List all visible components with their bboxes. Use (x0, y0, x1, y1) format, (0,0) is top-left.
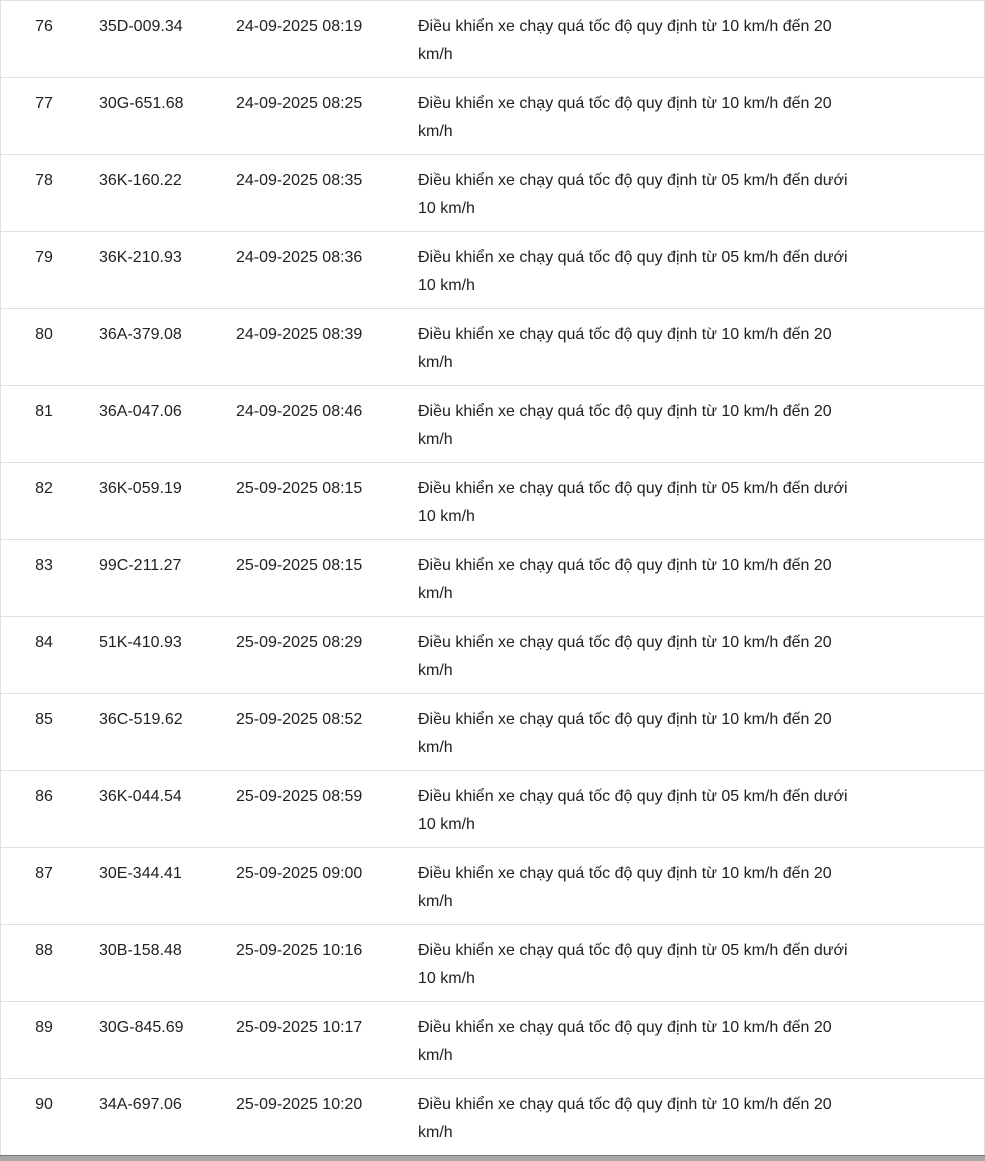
violation-description-line1: Điều khiển xe chạy quá tốc độ quy định từ 05 km/h đến dưới (418, 942, 848, 959)
table-row (1, 385, 984, 462)
row-number: 87 (1, 847, 87, 924)
violation-description (406, 0, 984, 77)
license-plate: 30E-344.41 (87, 847, 224, 924)
violation-description-line1: Điều khiển xe chạy quá tốc độ quy định từ 05 km/h đến dưới (418, 788, 848, 805)
violation-datetime: 25-09-2025 08:15 (224, 462, 406, 539)
violation-description-line2: km/h (418, 893, 453, 910)
violation-description (406, 1078, 984, 1155)
table-row (1, 847, 984, 924)
violation-description-line1: Điều khiển xe chạy quá tốc độ quy định từ 05 km/h đến dưới (418, 172, 848, 189)
violation-datetime: 24-09-2025 08:25 (224, 77, 406, 154)
license-plate: 36K-044.54 (87, 770, 224, 847)
violation-description-line2: 10 km/h (418, 200, 475, 217)
row-number: 82 (1, 462, 87, 539)
violation-datetime: 25-09-2025 08:52 (224, 693, 406, 770)
violation-description (406, 693, 984, 770)
violation-description-line1: Điều khiển xe chạy quá tốc độ quy định từ 05 km/h đến dưới (418, 249, 848, 266)
license-plate: 51K-410.93 (87, 616, 224, 693)
table-row (1, 1078, 984, 1155)
violation-description (406, 924, 984, 1001)
violation-description-line1: Điều khiển xe chạy quá tốc độ quy định từ 10 km/h đến 20 (418, 634, 832, 651)
table-body (1, 0, 984, 1155)
license-plate: 36A-047.06 (87, 385, 224, 462)
row-number: 90 (1, 1078, 87, 1155)
violation-description (406, 77, 984, 154)
violation-datetime: 25-09-2025 10:17 (224, 1001, 406, 1078)
license-plate: 30G-651.68 (87, 77, 224, 154)
violation-description (406, 616, 984, 693)
row-number: 84 (1, 616, 87, 693)
violation-description-line2: km/h (418, 123, 453, 140)
violation-description (406, 462, 984, 539)
violation-description (406, 539, 984, 616)
violation-description (406, 1001, 984, 1078)
license-plate: 34A-697.06 (87, 1078, 224, 1155)
table-row (1, 924, 984, 1001)
violation-datetime: 25-09-2025 08:59 (224, 770, 406, 847)
violation-datetime: 25-09-2025 09:00 (224, 847, 406, 924)
violation-description (406, 770, 984, 847)
table-row (1, 770, 984, 847)
license-plate: 36A-379.08 (87, 308, 224, 385)
table-row (1, 231, 984, 308)
violation-description-line2: km/h (418, 662, 453, 679)
violation-datetime: 25-09-2025 08:15 (224, 539, 406, 616)
violation-datetime: 24-09-2025 08:46 (224, 385, 406, 462)
license-plate: 36K-160.22 (87, 154, 224, 231)
table-row (1, 539, 984, 616)
violation-description (406, 231, 984, 308)
row-number: 85 (1, 693, 87, 770)
row-number: 83 (1, 539, 87, 616)
row-number: 89 (1, 1001, 87, 1078)
table-row (1, 1001, 984, 1078)
violation-description-line1: Điều khiển xe chạy quá tốc độ quy định từ 10 km/h đến 20 (418, 557, 832, 574)
violation-description-line1: Điều khiển xe chạy quá tốc độ quy định từ 10 km/h đến 20 (418, 865, 832, 882)
violation-description-line2: km/h (418, 585, 453, 602)
violation-datetime: 25-09-2025 08:29 (224, 616, 406, 693)
violation-description-line1: Điều khiển xe chạy quá tốc độ quy định từ 10 km/h đến 20 (418, 403, 832, 420)
row-number: 80 (1, 308, 87, 385)
license-plate: 35D-009.34 (87, 0, 224, 77)
violation-description-line1: Điều khiển xe chạy quá tốc độ quy định từ 10 km/h đến 20 (418, 95, 832, 112)
violation-description (406, 154, 984, 231)
license-plate: 36K-210.93 (87, 231, 224, 308)
row-number: 77 (1, 77, 87, 154)
violation-description-line2: km/h (418, 1047, 453, 1064)
license-plate: 36C-519.62 (87, 693, 224, 770)
violations-table-grid (1, 0, 984, 1155)
violation-datetime: 24-09-2025 08:19 (224, 0, 406, 77)
violation-description-line1: Điều khiển xe chạy quá tốc độ quy định từ 10 km/h đến 20 (418, 1019, 832, 1036)
violation-description (406, 308, 984, 385)
violation-description-line2: 10 km/h (418, 970, 475, 987)
license-plate: 99C-211.27 (87, 539, 224, 616)
violation-description-line2: km/h (418, 431, 453, 448)
row-number: 79 (1, 231, 87, 308)
table-row (1, 308, 984, 385)
violation-description-line2: km/h (418, 1124, 453, 1141)
table-row (1, 462, 984, 539)
violation-description-line2: km/h (418, 46, 453, 63)
row-number: 88 (1, 924, 87, 1001)
row-number: 78 (1, 154, 87, 231)
violation-description-line2: km/h (418, 354, 453, 371)
violation-description-line1: Điều khiển xe chạy quá tốc độ quy định từ 10 km/h đến 20 (418, 1096, 832, 1113)
violation-description (406, 385, 984, 462)
violation-datetime: 24-09-2025 08:36 (224, 231, 406, 308)
row-number: 86 (1, 770, 87, 847)
violation-description-line2: 10 km/h (418, 816, 475, 833)
table-row (1, 693, 984, 770)
violation-datetime: 24-09-2025 08:39 (224, 308, 406, 385)
violation-description-line1: Điều khiển xe chạy quá tốc độ quy định từ 10 km/h đến 20 (418, 326, 832, 343)
violation-datetime: 25-09-2025 10:16 (224, 924, 406, 1001)
license-plate: 30B-158.48 (87, 924, 224, 1001)
row-number: 76 (1, 0, 87, 77)
violation-datetime: 25-09-2025 10:20 (224, 1078, 406, 1155)
table-row (1, 616, 984, 693)
violation-description (406, 847, 984, 924)
violation-description-line1: Điều khiển xe chạy quá tốc độ quy định từ 10 km/h đến 20 (418, 711, 832, 728)
row-number: 81 (1, 385, 87, 462)
violation-description-line1: Điều khiển xe chạy quá tốc độ quy định từ 05 km/h đến dưới (418, 480, 848, 497)
violation-datetime: 24-09-2025 08:35 (224, 154, 406, 231)
table-row (1, 0, 984, 77)
table-row (1, 77, 984, 154)
horizontal-scrollbar[interactable] (0, 1155, 985, 1161)
violation-description-line2: km/h (418, 739, 453, 756)
violation-description-line2: 10 km/h (418, 508, 475, 525)
violation-description-line1: Điều khiển xe chạy quá tốc độ quy định từ 10 km/h đến 20 (418, 18, 832, 35)
table-row (1, 154, 984, 231)
license-plate: 36K-059.19 (87, 462, 224, 539)
license-plate: 30G-845.69 (87, 1001, 224, 1078)
violation-description-line2: 10 km/h (418, 277, 475, 294)
